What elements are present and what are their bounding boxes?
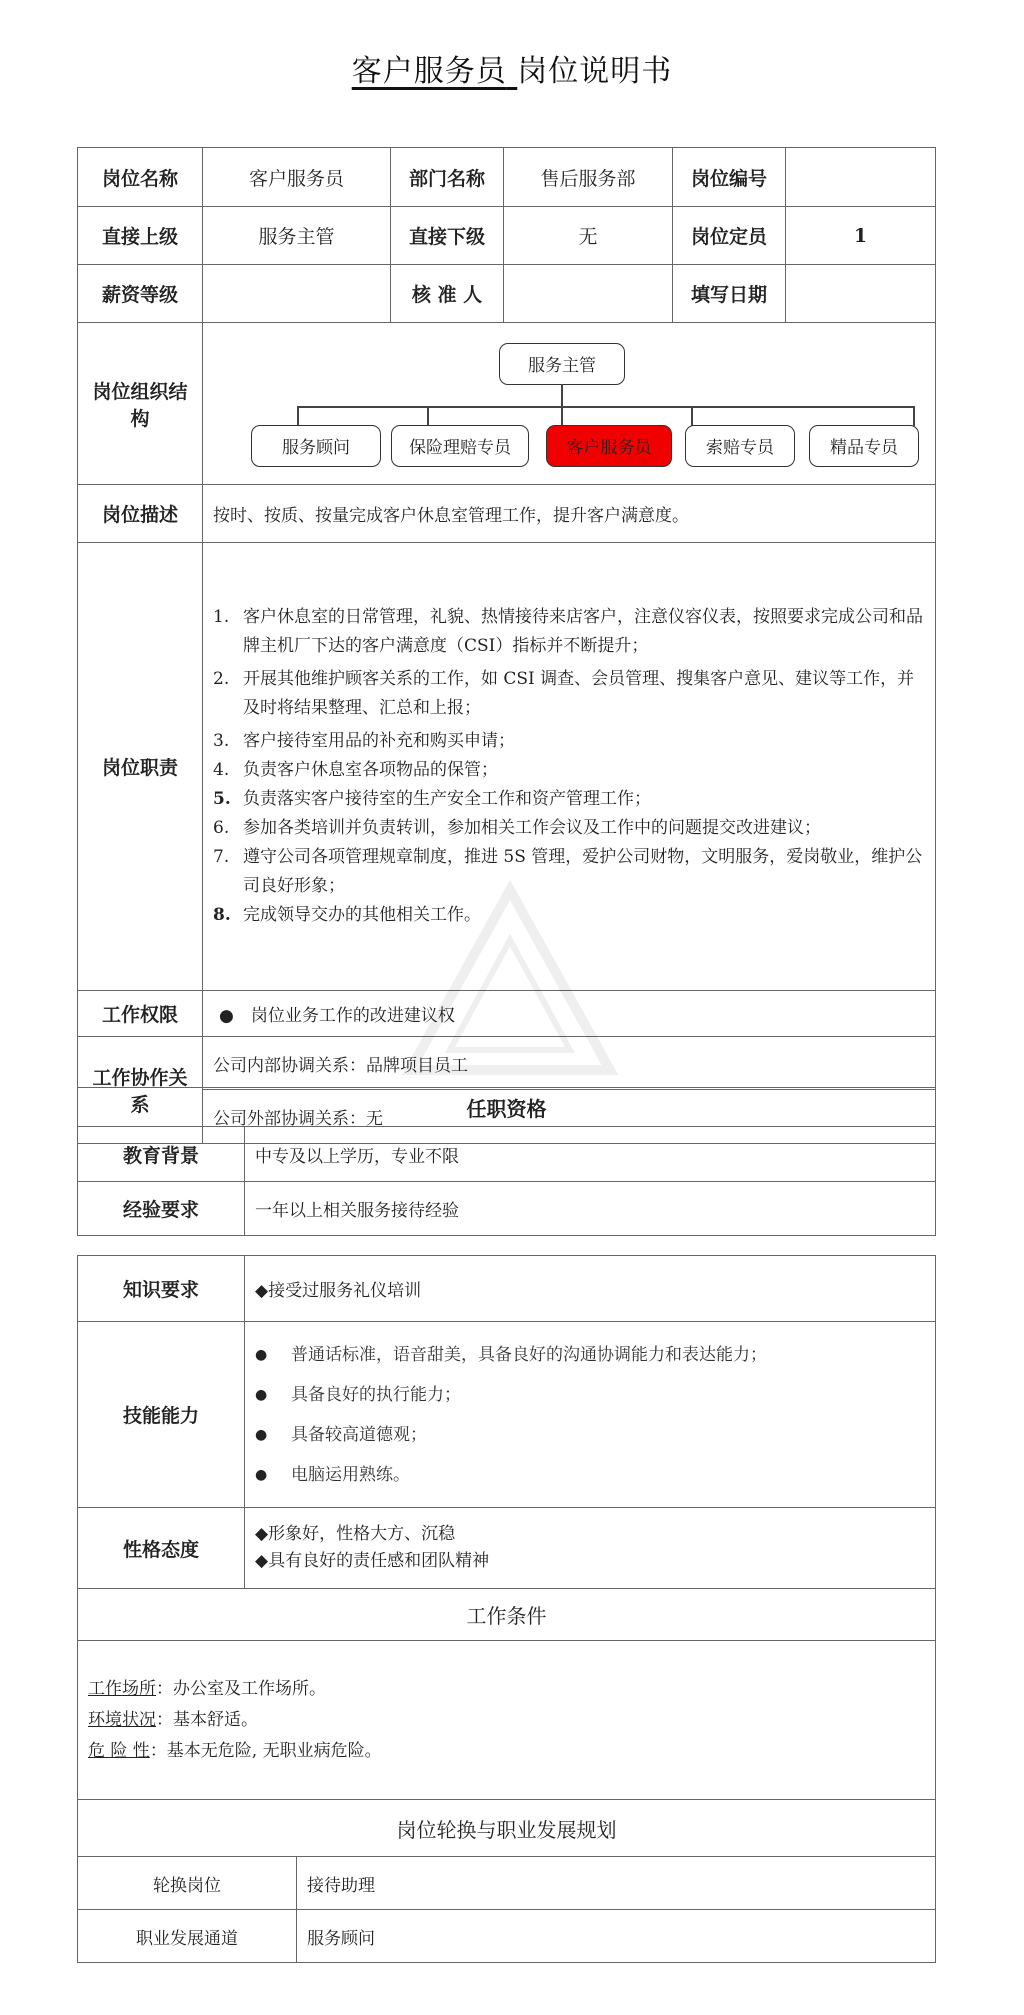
list-item: 4. 负责客户休息室各项物品的保管； [213,760,498,780]
list-item: ● 普通话标准，语音甜美，具备良好的沟通协调能力和表达能力； [245,1335,935,1375]
label-environment: 环境状况 [88,1709,156,1730]
label-coop: 工作协作关系 [78,1037,203,1144]
org-line [561,406,563,426]
label-dept: 部门名称 [391,148,504,207]
list-item: ● 具备较高道德观； [245,1415,935,1455]
label-skills: 技能能力 [78,1322,245,1508]
list-item: ● 电脑运用熟练。 [245,1455,935,1495]
label-quota: 岗位定员 [673,207,786,265]
label-education: 教育背景 [78,1127,245,1182]
title-job: 客户服务员 [351,54,507,89]
value-place: ：办公室及工作场所。 [156,1678,326,1699]
qualification-table [77,1087,936,1236]
section-conditions-title: 工作条件 [78,1589,936,1641]
skills-list [245,1322,936,1508]
attitude-list [245,1508,936,1589]
job-table-main [77,147,936,1144]
list-item: 3. 客户接待室用品的补充和购买申请； [213,731,515,751]
value-salary [203,265,391,323]
label-knowledge: 知识要求 [78,1256,245,1322]
value-authority: ● 岗位业务工作的改进建议权 [203,991,936,1037]
value-rotation: 接待助理 [297,1857,936,1910]
value-risk: ：基本无危险, 无职业病危险。 [149,1740,382,1761]
value-career-path: 服务顾问 [297,1910,936,1963]
label-job-code: 岗位编号 [673,148,786,207]
conditions-block [78,1641,936,1800]
value-description: 按时、按质、按量完成客户休息室管理工作，提升客户满意度。 [203,485,936,543]
org-child-box: 精品专员 [809,425,919,467]
value-knowledge: ◆接受过服务礼仪培训 [245,1256,936,1322]
title-rest: 岗位说明书 [517,54,673,89]
org-child-box-selected: 客户服务员 [546,425,672,467]
value-dept: 售后服务部 [504,148,673,207]
org-chart [203,325,935,483]
label-place: 工作场所 [88,1678,156,1699]
label-subordinate: 直接下级 [391,207,504,265]
value-education: 中专及以上学历，专业不限 [245,1127,936,1182]
org-top-box: 服务主管 [499,343,625,385]
label-risk: 危 险 性 [88,1740,150,1761]
list-item: 1. 客户休息室的日常管理，礼貌、热情接待来店客户，注意仪容仪表，按照要求完成公司和品牌主机厂下达的客户满意度（CSI）指标并不断提升； [213,607,923,656]
label-approver: 核 准 人 [391,265,504,323]
org-line [691,406,693,426]
org-line [297,406,913,408]
label-rotation: 轮换岗位 [78,1857,297,1910]
list-item: 7. 遵守公司各项管理规章制度，推进 5S 管理，爱护公司财物，文明服务，爱岗敬业，维护公司良好形象； [213,847,923,896]
value-coop-external: 公司外部协调关系：无 [203,1090,936,1144]
section-career-title: 岗位轮换与职业发展规划 [78,1800,936,1857]
value-job-code [786,148,936,207]
org-child-box: 保险理赔专员 [391,425,529,467]
career-table [77,1856,936,1963]
label-org: 岗位组织结构 [78,323,203,485]
value-environment: ：基本舒适。 [156,1709,258,1730]
label-salary: 薪资等级 [78,265,203,323]
list-item: 6. 参加各类培训并负责转训，参加相关工作会议及工作中的问题提交改进建议； [213,818,821,838]
org-line [913,406,915,426]
label-fill-date: 填写日期 [673,265,786,323]
label-job-name: 岗位名称 [78,148,203,207]
list-item: ◆具有良好的责任感和团队精神 [255,1551,490,1571]
org-child-box: 服务顾问 [251,425,381,467]
section-qualification-title: 任职资格 [78,1088,936,1127]
value-coop-internal: 公司内部协调关系：品牌项目员工 [203,1037,936,1090]
duties-list [203,543,936,991]
org-line [297,406,299,426]
label-attitude: 性格态度 [78,1508,245,1589]
list-item: ◆形象好，性格大方、沉稳 [255,1524,456,1544]
org-line [427,406,429,426]
label-career-path: 职业发展通道 [78,1910,297,1963]
org-child-box: 索赔专员 [685,425,795,467]
label-superior: 直接上级 [78,207,203,265]
value-job-name: 客户服务员 [203,148,391,207]
value-experience: 一年以上相关服务接待经验 [245,1182,936,1236]
label-authority: 工作权限 [78,991,203,1037]
label-experience: 经验要求 [78,1182,245,1236]
value-superior: 服务主管 [203,207,391,265]
org-line [561,384,563,407]
list-item: 5. 负责落实客户接待室的生产安全工作和资产管理工作； [213,789,651,809]
label-description: 岗位描述 [78,485,203,543]
value-subordinate: 无 [504,207,673,265]
list-item: ● 具备良好的执行能力； [245,1375,935,1415]
value-approver [504,265,673,323]
value-fill-date [786,265,936,323]
org-chart-cell [203,323,936,485]
list-item: 8. 完成领导交办的其他相关工作。 [213,905,481,925]
requirements-table [77,1255,936,1857]
label-duties: 岗位职责 [78,543,203,991]
value-quota: 1 [786,207,936,265]
list-item: 2. 开展其他维护顾客关系的工作，如 CSI 调查、会员管理、搜集客户意见、建议等工作，并及时将结果整理、汇总和上报； [213,669,915,718]
page-title [0,46,1024,90]
